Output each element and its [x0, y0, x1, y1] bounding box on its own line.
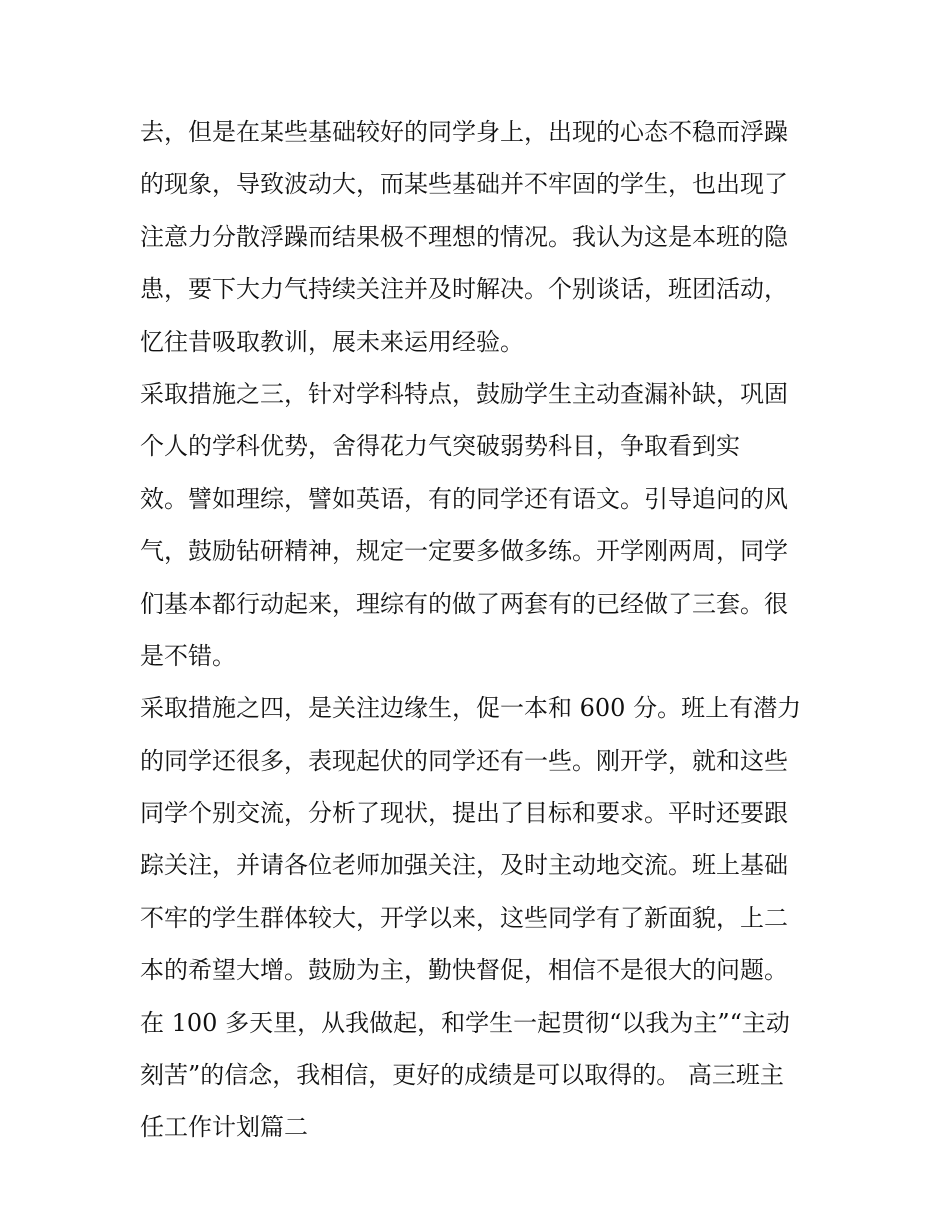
text-line: 同学个别交流，分析了现状，提出了目标和要求。平时还要跟 [140, 799, 788, 828]
text-line: 的同学还很多，表现起伏的同学还有一些。刚开学，就和这些 [140, 746, 788, 775]
body-text [140, 106, 820, 1154]
text-line: 踪关注，并请各位老师加强关注，及时主动地交流。班上基础 [140, 851, 788, 880]
text-line: 采取措施之四，是关注边缘生，促一本和 600 分。班上有潜力 [140, 694, 802, 723]
text-line: 在 100 多天里，从我做起，和学生一起贯彻“以我为主”“主动 [140, 1008, 790, 1037]
text-line: 忆往昔吸取教训，展未来运用经验。 [140, 327, 524, 356]
text-line: 效。譬如理综，譬如英语，有的同学还有语文。引导追问的风 [140, 484, 788, 513]
text-line: 注意力分散浮躁而结果极不理想的情况。我认为这是本班的隐 [140, 222, 788, 251]
text-line: 们基本都行动起来，理综有的做了两套有的已经做了三套。很 [140, 589, 788, 618]
text-line: 采取措施之三，针对学科特点，鼓励学生主动查漏补缺，巩固 [140, 379, 788, 408]
text-line: 去，但是在某些基础较好的同学身上，出现的心态不稳而浮躁 [140, 118, 788, 146]
text-line: 气，鼓励钻研精神，规定一定要多做多练。开学刚两周，同学 [140, 537, 788, 566]
text-line: 刻苦”的信念，我相信，更好的成绩是可以取得的。 高三班主 [140, 1061, 784, 1090]
text-line: 任工作计划篇二 [140, 1113, 308, 1142]
text-line: 是不错。 [140, 641, 236, 670]
text-line: 不牢的学生群体较大，开学以来，这些同学有了新面貌，上二 [140, 903, 788, 932]
text-line: 个人的学科优势，舍得花力气突破弱势科目，争取看到实 [140, 432, 740, 461]
text-line: 患，要下大力气持续关注并及时解决。个别谈话，班团活动， [140, 275, 788, 304]
text-line: 的现象，导致波动大，而某些基础并不牢固的学生，也出现了 [140, 170, 788, 199]
text-line: 本的希望大增。鼓励为主，勤快督促，相信不是很大的问题。 [140, 956, 788, 985]
